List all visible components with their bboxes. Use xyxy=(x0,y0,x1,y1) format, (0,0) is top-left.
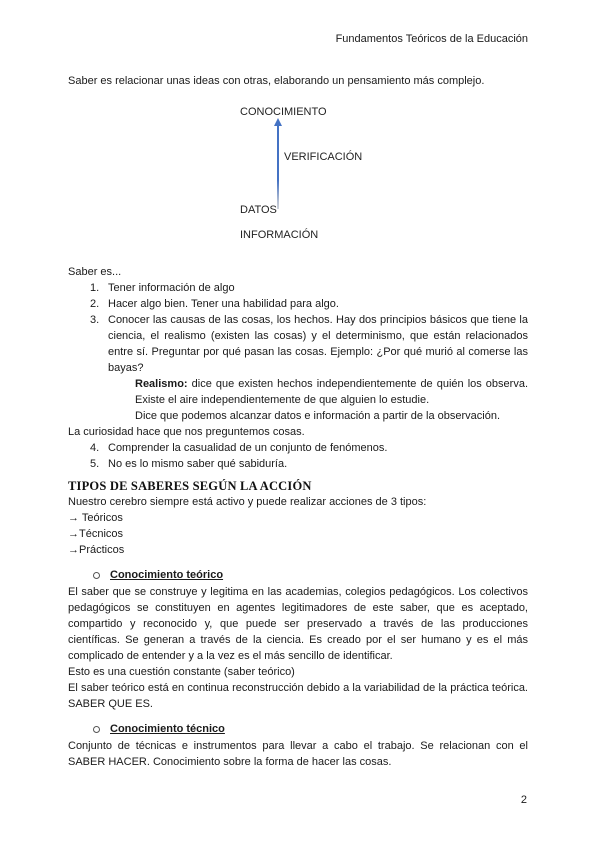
teorico-note1: Esto es una cuestión constante (saber teórico) xyxy=(68,666,295,678)
list-item-text: Conocer las causas de las cosas, los hechos. Hay dos principios básicos que tiene la ciencia, el realismo (existen las cosas) y el determinismo, que están relacionados entre sí. Preguntar por qué pasan las cosas. Ejemplo: ¿Por qué murió al comerse las bayas? xyxy=(108,314,528,374)
diagram-label-conocimiento: CONOCIMIENTO xyxy=(240,106,327,118)
curiosity-line: La curiosidad hace que nos preguntemos cosas. xyxy=(68,426,305,438)
list-item xyxy=(68,296,528,312)
tipos-arrow-item: → Teóricos xyxy=(68,512,123,524)
intro-paragraph: Saber es relacionar unas ideas con otras, elaborando un pensamiento más complejo. xyxy=(68,75,485,87)
list-item-number: 2. xyxy=(90,298,100,310)
section-heading: TIPOS DE SABERES SEGÚN LA ACCIÓN xyxy=(68,479,312,493)
tipos-arrow-item: →Técnicos xyxy=(68,528,124,540)
list-item xyxy=(68,280,528,296)
bullet-title: Conocimiento técnico xyxy=(110,723,225,735)
teorico-note2: El saber teórico está en continua reconstrucción debido a la variabilidad de la práctica teórica. SABER QUE ES. xyxy=(68,682,528,710)
realismo-text: dice que existen hechos independientemente de quién los observa. Existe el aire independientemente de que alguien lo estudie. xyxy=(135,378,528,406)
list-item-number: 4. xyxy=(90,442,100,454)
list-item xyxy=(68,440,528,456)
realismo-label: Realismo: xyxy=(135,378,188,390)
diagram-label-verificacion: VERIFICACIÓN xyxy=(284,151,363,163)
diagram-label-datos: DATOS xyxy=(240,204,277,216)
bullet-heading-teorico xyxy=(68,567,528,583)
up-arrow-shaft xyxy=(277,125,279,209)
realismo-paragraph xyxy=(135,376,528,408)
bullet-heading-tecnico xyxy=(68,721,528,737)
tecnico-body: Conjunto de técnicas e instrumentos para llevar a cabo el trabajo. Se relacionan con el SABER HACER. Conocimiento sobre la forma de hacer las cosas. xyxy=(68,740,528,768)
list-item xyxy=(68,456,528,472)
knowledge-diagram xyxy=(68,89,528,264)
list-item xyxy=(68,312,528,376)
tipos-intro: Nuestro cerebro siempre está activo y puede realizar acciones de 3 tipos: xyxy=(68,496,427,508)
tipos-arrow-item: →Prácticos xyxy=(68,544,125,556)
list-item-text: Hacer algo bien. Tener una habilidad para algo. xyxy=(108,298,339,310)
circle-bullet-icon xyxy=(93,726,100,733)
list-item-number: 3. xyxy=(90,314,100,326)
running-header: Fundamentos Teóricos de la Educación xyxy=(335,33,528,45)
bullet-title: Conocimiento teórico xyxy=(110,569,224,581)
list-item-text: Tener información de algo xyxy=(108,282,235,294)
teorico-body: El saber que se construye y legitima en las academias, colegios pedagógicos. Los colectivos pedagógicos se constituyen en agentes legitimadores de este saber, que es aceptado, compartido y reconocido y, que puede ser preservado a través de las producciones científicas. Se generan a través de la ciencia. Es creado por el ser humano y es el más complicado de entender y a la vez es el más sencillo de identificar. xyxy=(68,586,528,662)
list-item-number: 5. xyxy=(90,458,100,470)
list-item-text: No es lo mismo saber qué sabiduría. xyxy=(108,458,288,470)
list-item-number: 1. xyxy=(90,282,100,294)
diagram-label-informacion: INFORMACIÓN xyxy=(240,229,319,241)
saber-lead: Saber es... xyxy=(68,266,122,278)
page-content xyxy=(68,0,528,770)
circle-bullet-icon xyxy=(93,572,100,579)
list-item-text: Comprender la casualidad de un conjunto de fenómenos. xyxy=(108,442,388,454)
page-number: 2 xyxy=(520,794,527,806)
realismo-block xyxy=(135,376,528,424)
realismo-note: Dice que podemos alcanzar datos e información a partir de la observación. xyxy=(135,410,501,422)
